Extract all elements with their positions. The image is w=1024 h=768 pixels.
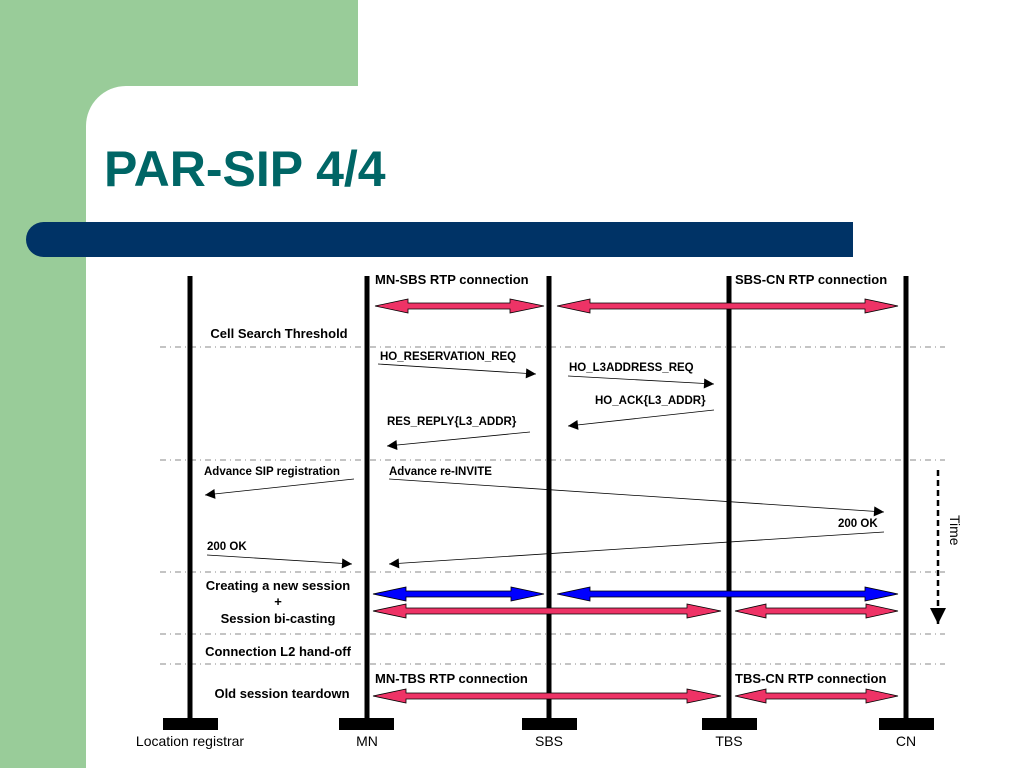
new-session-arrow-mn-sbs [373,587,544,601]
message-arrow-advance-sip [205,479,354,495]
bicast-arrow-tbs-cn [735,604,898,618]
lifeline-base [339,718,394,730]
lifeline-base [163,718,218,730]
lifeline-base [879,718,934,730]
entity-label-sbs: SBS [534,733,564,749]
entity-label-mn: MN [356,733,378,749]
entity-label-tbs: TBS [715,733,743,749]
lifeline-base [522,718,577,730]
message-arrow-ho-l3address [568,376,714,384]
message-arrow-ho-reservation [378,364,536,374]
msg-ho-reservation-req: HO_RESERVATION_REQ [380,351,517,363]
phase-creating-new-session: Creating a new session [205,578,351,593]
phase-connection-l2-handoff: Connection L2 hand-off [205,644,351,659]
entity-label-location-registrar: Location registrar [135,733,245,749]
label-sbs-cn-rtp: SBS-CN RTP connection [735,272,888,287]
phase-cell-search-threshold: Cell Search Threshold [210,326,348,341]
label-mn-tbs-rtp: MN-TBS RTP connection [375,671,528,686]
label-mn-sbs-rtp: MN-SBS RTP connection [375,272,529,287]
slide-title: PAR-SIP 4/4 [104,141,386,197]
msg-advance-sip-registration: Advance SIP registration [204,466,340,478]
message-arrow-advance-reinvite [389,479,884,512]
msg-advance-re-invite: Advance re-INVITE [389,466,492,478]
phase-plus: + [274,594,282,609]
msg-ho-l3address-req: HO_L3ADDRESS_REQ [569,362,694,374]
msg-200-ok-registrar: 200 OK [207,541,247,553]
msg-200-ok-cn: 200 OK [838,518,878,530]
rtp-arrow-mn-sbs [375,299,544,313]
message-arrow-200-ok-cn [389,532,884,564]
rtp-arrow-tbs-cn [735,689,898,703]
phase-old-session-teardown: Old session teardown [214,686,350,701]
entity-label-cn: CN [895,733,917,749]
message-arrow-200-ok-registrar [207,555,352,564]
lifeline-base [702,718,757,730]
phase-session-bi-casting: Session bi-casting [220,611,336,626]
time-label: Time [947,515,963,546]
msg-res-reply: RES_REPLY{L3_ADDR} [387,416,517,428]
message-arrow-res-reply [387,432,530,446]
message-arrow-ho-ack [568,410,714,426]
msg-ho-ack: HO_ACK{L3_ADDR} [595,395,706,407]
label-tbs-cn-rtp: TBS-CN RTP connection [735,671,887,686]
